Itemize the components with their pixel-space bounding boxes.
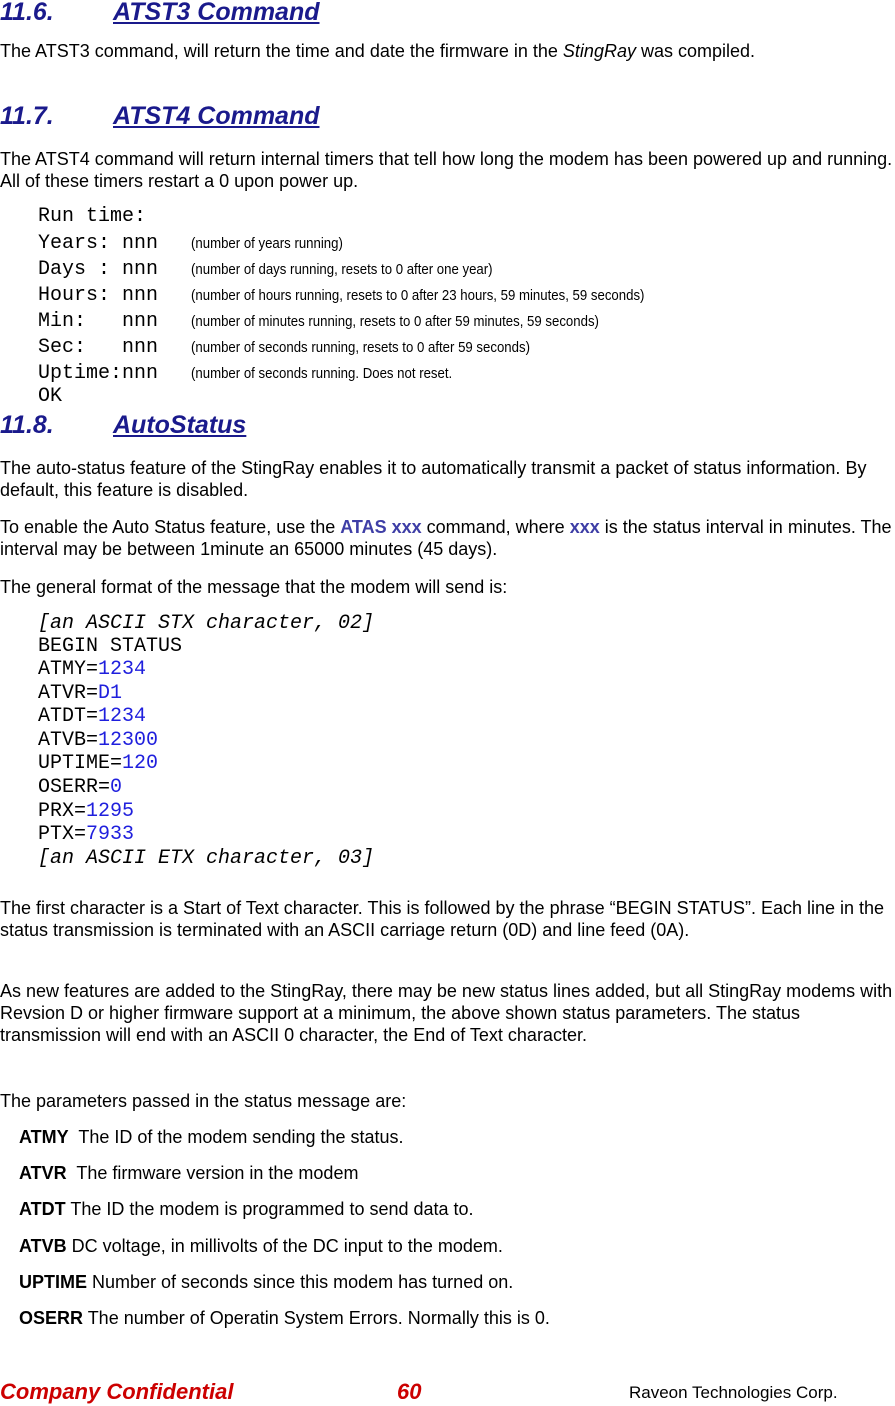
parameter-name: ATVB <box>19 1235 67 1256</box>
status-line <box>38 682 122 705</box>
timer-label: Min: nnn <box>38 310 159 333</box>
parameter-description: DC voltage, in millivolts of the DC input to the modem. <box>66 1235 503 1256</box>
paragraph-atst4: The ATST4 command will return internal timers that tell how long the modem has been powered up and running. All of these timers restart a 0 upon power up. <box>0 149 893 191</box>
parameter-item <box>19 1307 550 1329</box>
paragraph-autostatus-intro: The auto-status feature of the StingRay enables it to automatically transmit a packet of status information. By default, this feature is disabled. <box>0 458 867 500</box>
paragraph-autostatus-enable <box>0 516 893 560</box>
page-number: 60 <box>397 1379 422 1404</box>
text: is the status interval in minutes. The interval may be between 1minute an 65000 minutes (45 days). <box>0 517 892 559</box>
parameter-description: The number of Operatin System Errors. Normally this is 0. <box>83 1308 550 1328</box>
timer-label: Days : nnn <box>38 258 159 281</box>
timer-label: OK <box>38 385 63 408</box>
status-key: PRX= <box>38 799 87 823</box>
section-heading-11-6 <box>0 0 500 28</box>
timer-label: Sec: nnn <box>38 336 159 359</box>
section-heading-11-7 <box>0 102 500 132</box>
text: command, where <box>421 517 570 537</box>
status-line <box>38 776 122 799</box>
section-number: 11.6. <box>0 0 54 26</box>
status-key: ATDT= <box>38 705 99 729</box>
parameter-description: The ID the modem is programmed to send data to. <box>65 1199 474 1220</box>
timer-note: (number of seconds running. Does not reset. <box>191 365 453 382</box>
parameter-item <box>19 1235 503 1257</box>
status-line <box>38 729 158 752</box>
command-name: ATAS xxx <box>340 517 422 537</box>
parameter-item <box>19 1198 474 1220</box>
status-value: 12300 <box>98 728 159 752</box>
timer-note: (number of days running, resets to 0 after one year) <box>191 261 493 278</box>
status-key: ATVB= <box>38 728 99 752</box>
timer-note: (number of seconds running, resets to 0 after 59 seconds) <box>191 339 530 356</box>
status-key: ATMY= <box>38 658 99 681</box>
status-key: UPTIME= <box>38 752 123 776</box>
paragraph-new-features: As new features are added to the StingRay, there may be new status lines added, but all StingRay modems with Revsion D or higher firmware support at a minimum, the above shown status parameters. The status transmission will end with an ASCII 0 character, the End of Text character. <box>0 981 893 1045</box>
text: The ATST3 command, will return the time and date the firmware in the <box>0 41 563 61</box>
status-line <box>38 823 134 846</box>
parameter-item <box>19 1271 513 1293</box>
parameter-description: Number of seconds since this modem has turned on. <box>87 1271 514 1292</box>
section-number: 11.7. <box>0 102 54 130</box>
parameter-name: OSERR <box>19 1308 84 1328</box>
status-key: OSERR= <box>38 776 111 799</box>
status-line <box>38 800 134 823</box>
parameter-item <box>19 1162 358 1184</box>
status-value: 1234 <box>98 705 147 729</box>
footer-company: Raveon Technologies Corp. <box>629 1383 838 1402</box>
command-arg: xxx <box>569 517 600 537</box>
status-value: 1295 <box>86 799 135 823</box>
text: To enable the Auto Status feature, use the <box>0 517 341 537</box>
status-value: 120 <box>122 752 159 776</box>
timer-label: Hours: nnn <box>38 284 159 307</box>
parameter-description: The firmware version in the modem <box>66 1163 359 1184</box>
paragraph-format: The general format of the message that the modem will send is: <box>0 577 508 597</box>
text: was compiled. <box>635 41 756 61</box>
status-line <box>38 752 158 775</box>
section-title: AutoStatus <box>113 411 247 439</box>
parameter-description: The ID of the modem sending the status. <box>68 1127 404 1147</box>
status-key: ATVR= <box>38 681 99 705</box>
parameter-name: ATDT <box>19 1199 66 1220</box>
etx-line: [an ASCII ETX character, 03] <box>38 847 375 870</box>
section-title: ATST4 Command <box>113 102 320 130</box>
stx-line: [an ASCII STX character, 02] <box>38 612 375 635</box>
timer-note: (number of hours running, resets to 0 after 23 hours, 59 minutes, 59 seconds) <box>191 287 645 304</box>
status-line <box>38 658 146 681</box>
parameter-name: ATMY <box>19 1127 69 1147</box>
parameter-name: ATVR <box>19 1163 67 1184</box>
timer-note: (number of minutes running, resets to 0 after 59 minutes, 59 seconds) <box>191 313 599 330</box>
begin-status-line: BEGIN STATUS <box>38 635 183 658</box>
paragraph-first-character: The first character is a Start of Text character. This is followed by the phrase “BEGIN STATUS”. Each line in the status transmission is terminated with an ASCII carriage return (0D) and line feed (0A). <box>0 898 885 940</box>
paragraph-atst3 <box>0 40 755 62</box>
timer-note: (number of years running) <box>191 235 343 252</box>
text-italic: StingRay <box>562 41 636 61</box>
footer-confidential: Company Confidential <box>0 1379 234 1404</box>
section-title: ATST3 Command <box>113 0 320 26</box>
status-line <box>38 705 146 728</box>
timer-label: Run time: <box>38 205 147 228</box>
parameter-name: UPTIME <box>19 1271 88 1292</box>
timer-label: Uptime:nnn <box>38 362 159 385</box>
timer-label: Years: nnn <box>38 232 159 255</box>
section-number: 11.8. <box>0 411 54 439</box>
parameter-item <box>19 1126 404 1148</box>
status-value: 0 <box>110 776 123 799</box>
status-value: 7933 <box>86 823 135 847</box>
status-key: PTX= <box>38 823 87 847</box>
status-value: D1 <box>98 681 123 705</box>
section-heading-11-8 <box>0 411 500 441</box>
paragraph-params-intro: The parameters passed in the status message are: <box>0 1091 407 1111</box>
status-value: 1234 <box>98 658 147 681</box>
